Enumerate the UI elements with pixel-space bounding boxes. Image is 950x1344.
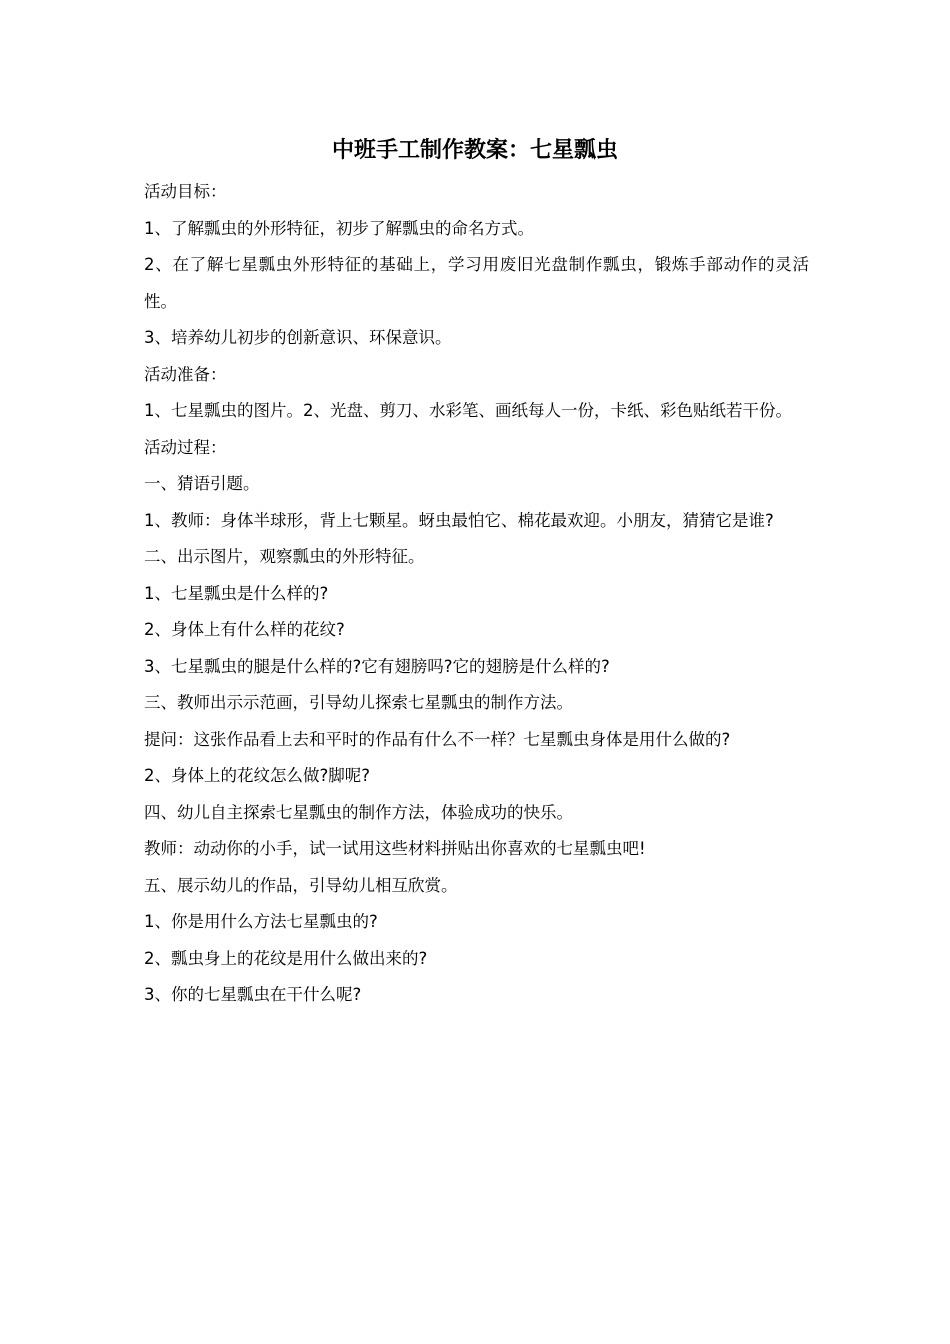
step-5-item-3: 3、你的七星瓢虫在干什么呢? [144, 985, 362, 1004]
goal-item-3: 3、培养幼儿初步的创新意识、环保意识。 [144, 328, 452, 347]
preparation-items: 1、七星瓢虫的图片。2、光盘、剪刀、水彩笔、画纸每人一份，卡纸、彩色贴纸若干份。 [144, 401, 792, 420]
step-2-item-2: 2、身体上有什么样的花纹? [144, 620, 345, 639]
step-1-item-1: 1、教师：身体半球形，背上七颗星。蚜虫最怕它、棉花最欢迎。小朋友，猜猜它是谁? [144, 510, 774, 530]
step-2-item-3: 3、七星瓢虫的腿是什么样的?它有翅膀吗?它的翅膀是什么样的? [144, 656, 610, 676]
step-heading-1: 一、猜语引题。 [144, 474, 260, 493]
step-heading-2: 二、出示图片，观察瓢虫的外形特征。 [144, 547, 425, 566]
document-title: 中班手工制作教案：七星瓢虫 [331, 138, 618, 163]
section-heading-preparation: 活动准备： [144, 364, 227, 384]
section-heading-goals: 活动目标： [144, 182, 227, 201]
step-3-item-2: 2、身体上的花纹怎么做?脚呢? [144, 766, 371, 785]
step-2-item-1: 1、七星瓢虫是什么样的? [144, 583, 329, 603]
step-heading-3: 三、教师出示示范画，引导幼儿探索七星瓢虫的制作方法。 [144, 693, 573, 712]
goal-item-2: 2、在了解七星瓢虫外形特征的基础上，学习用废旧光盘制作瓢虫，锻炼手部动作的灵活性。 [144, 255, 809, 311]
step-5-item-1: 1、你是用什么方法七星瓢虫的? [144, 912, 378, 931]
step-5-item-2: 2、瓢虫身上的花纹是用什么做出来的? [144, 948, 428, 968]
section-heading-process: 活动过程： [144, 437, 227, 457]
goal-item-1: 1、了解瓢虫的外形特征，初步了解瓢虫的命名方式。 [144, 218, 534, 238]
step-heading-5: 五、展示幼儿的作品，引导幼儿相互欣赏。 [144, 875, 458, 895]
step-heading-4: 四、幼儿自主探索七星瓢虫的制作方法，体验成功的快乐。 [144, 802, 573, 822]
step-3-question: 提问：这张作品看上去和平时的作品有什么不一样？七星瓢虫身体是用什么做的? [144, 729, 731, 749]
document-body [144, 174, 809, 1014]
step-4-teacher: 教师：动动你的小手，试一试用这些材料拼贴出你喜欢的七星瓢虫吧! [144, 839, 646, 858]
